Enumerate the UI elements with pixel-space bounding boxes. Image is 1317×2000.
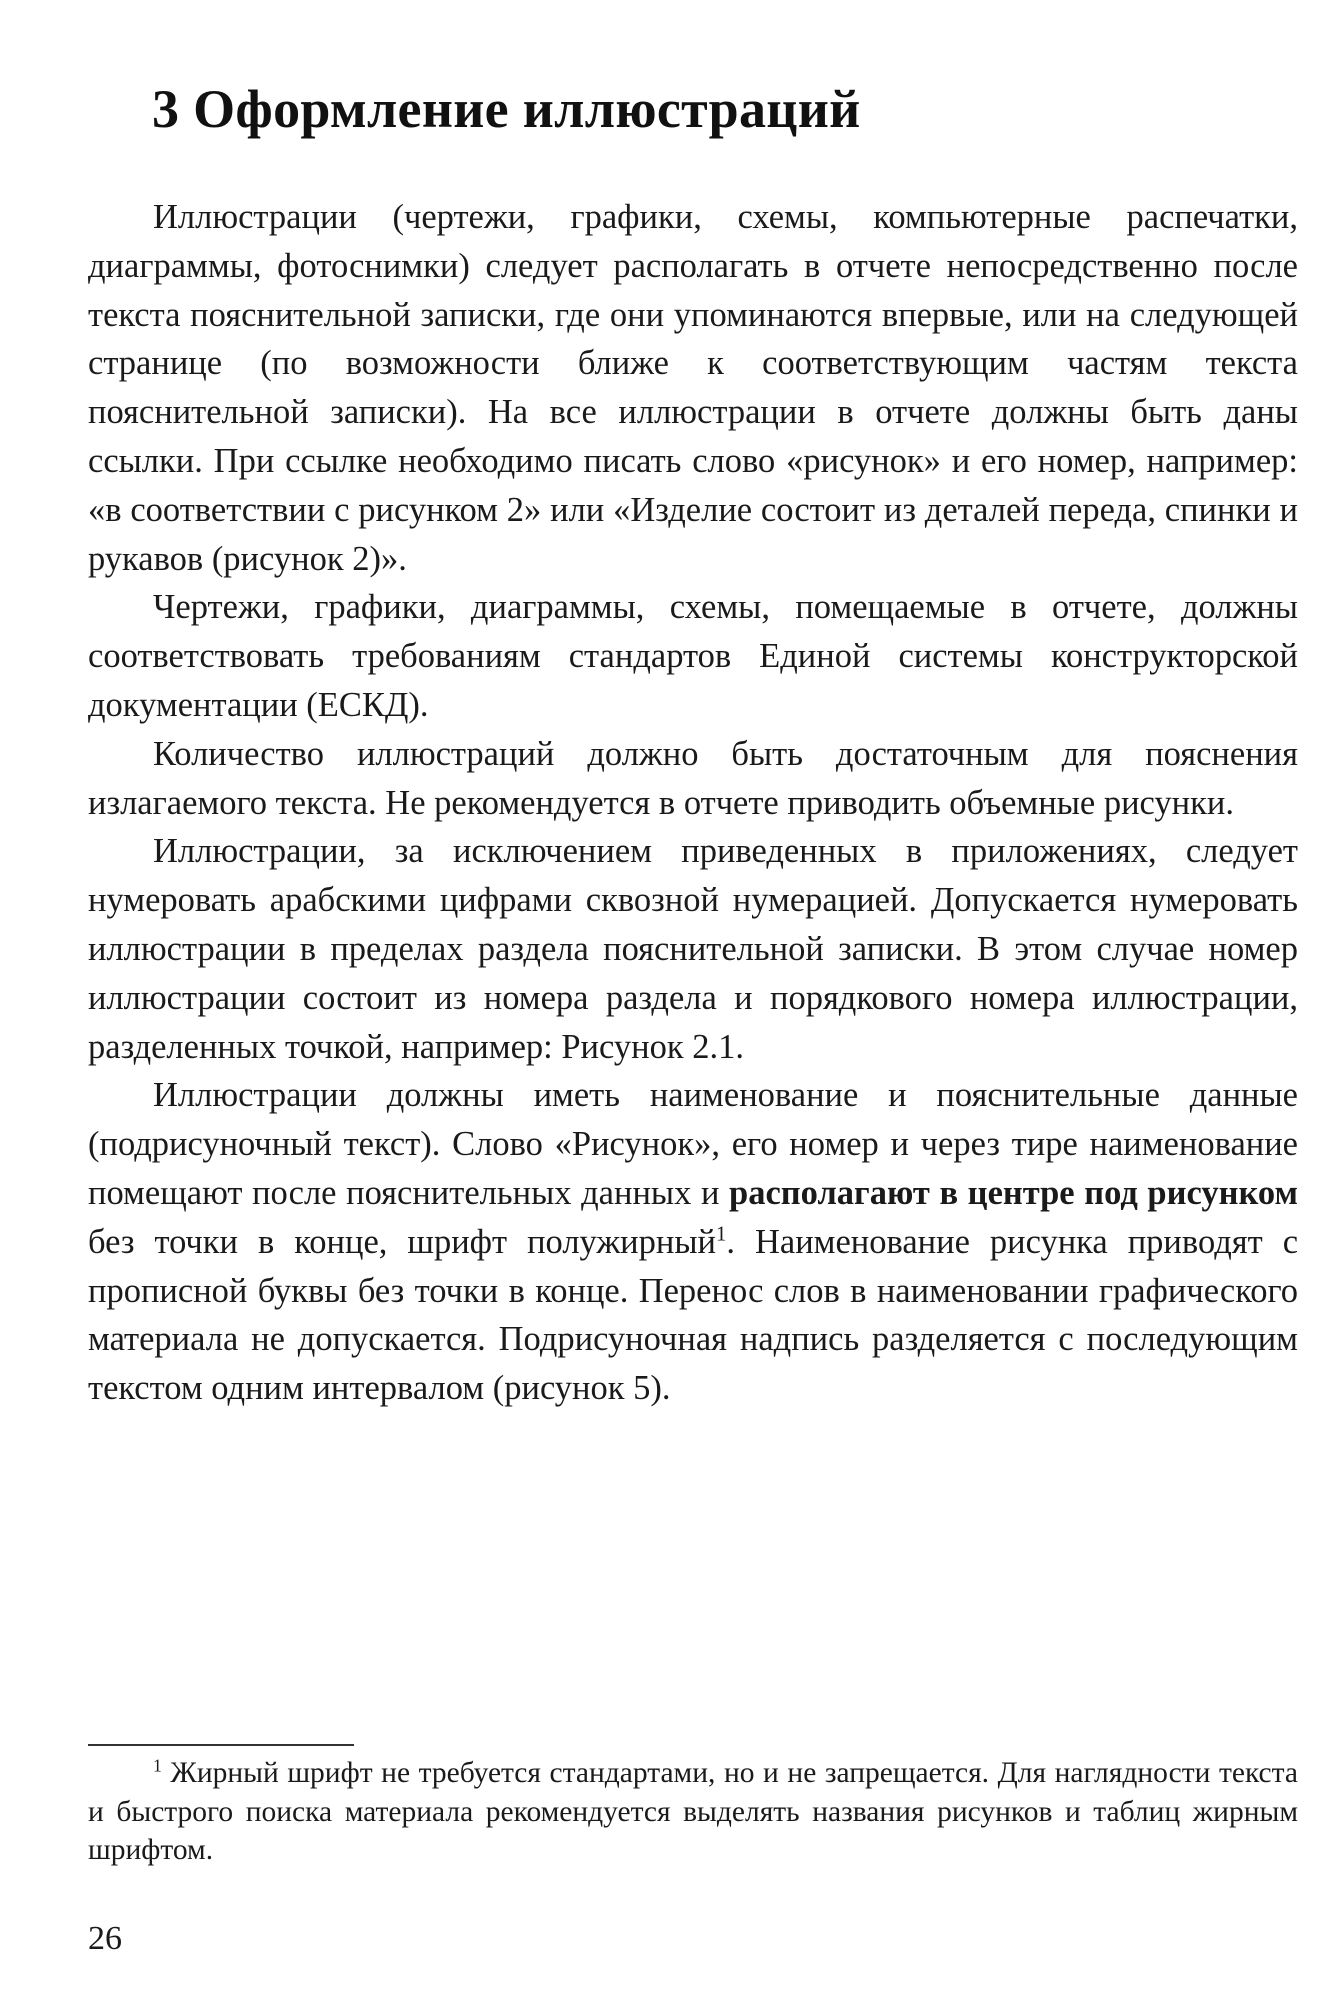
caption-text-part1: Иллюстрации должны иметь наименование и пояснительные данные (подрисуночный текст). Слово «Рисунок», его номер и через тире наименование помещают после пояснительных данных и	[88, 1076, 1298, 1212]
caption-text-part3: . Наименование рисунка приводят с прописной буквы без точки в конце. Перенос слов в наименовании графического материала не допускается. Подрисуночная надпись разделяется с последующим текстом одним интервалом (рисунок 5).	[88, 1222, 1299, 1408]
paragraph-illustration-caption	[88, 1071, 1298, 1413]
paragraph-illustration-numbering: Иллюстрации, за исключением приведенных в приложениях, следует нумеровать арабскими цифрами сквозной нумерацией. Допускается нумеровать иллюстрации в пределах раздела пояснительной записки. В этом случае номер иллюстрации состоит из номера раздела и порядкового номера иллюстрации, разделенных точкой, например: Рисунок 2.1.	[88, 832, 1298, 1066]
footnote	[88, 1754, 1298, 1870]
footnote-text: Жирный шрифт не требуется стандартами, но и не запрещается. Для наглядности текста и быстрого поиска материала рекомендуется выделять названия рисунков и таблиц жирным шрифтом.	[88, 1757, 1298, 1866]
caption-bold-text: располагают в центре под рисунком	[729, 1173, 1298, 1212]
footnote-paragraph	[88, 1754, 1298, 1870]
footnote-divider	[88, 1744, 354, 1746]
paragraph-eskd-requirements: Чертежи, графики, диаграммы, схемы, помещаемые в отчете, должны соответствовать требованиям стандартов Единой системы конструкторской документации (ЕСКД).	[88, 588, 1298, 724]
footnote-reference: 1	[716, 1223, 727, 1246]
paragraph-illustrations-placement: Иллюстрации (чертежи, графики, схемы, компьютерные распечатки, диаграммы, фотоснимки) следует располагать в отчете непосредственно после текста пояснительной записки, где они упоминаются впервые, или на следующей странице (по возможности ближе к соответствующим частям текста пояснительной записки). На все иллюстрации в отчете должны быть даны ссылки. При ссылке необходимо писать слово «рисунок» и его номер, например: «в соответствии с рисунком 2» или «Изделие состоит из деталей переда, спинки и рукавов (рисунок 2)».	[88, 198, 1298, 578]
body-text	[88, 193, 1298, 1413]
paragraph-illustration-count: Количество иллюстраций должно быть достаточным для пояснения излагаемого текста. Не рекомендуется в отчете приводить объемные рисунки.	[88, 734, 1298, 822]
footnote-marker: 1	[153, 1755, 162, 1776]
document-page	[88, 0, 1298, 2000]
section-heading: 3 Оформление иллюстраций	[152, 79, 861, 139]
page-number: 26	[88, 1920, 122, 1957]
caption-text-part2: без точки в конце, шрифт полужирный	[88, 1222, 717, 1261]
